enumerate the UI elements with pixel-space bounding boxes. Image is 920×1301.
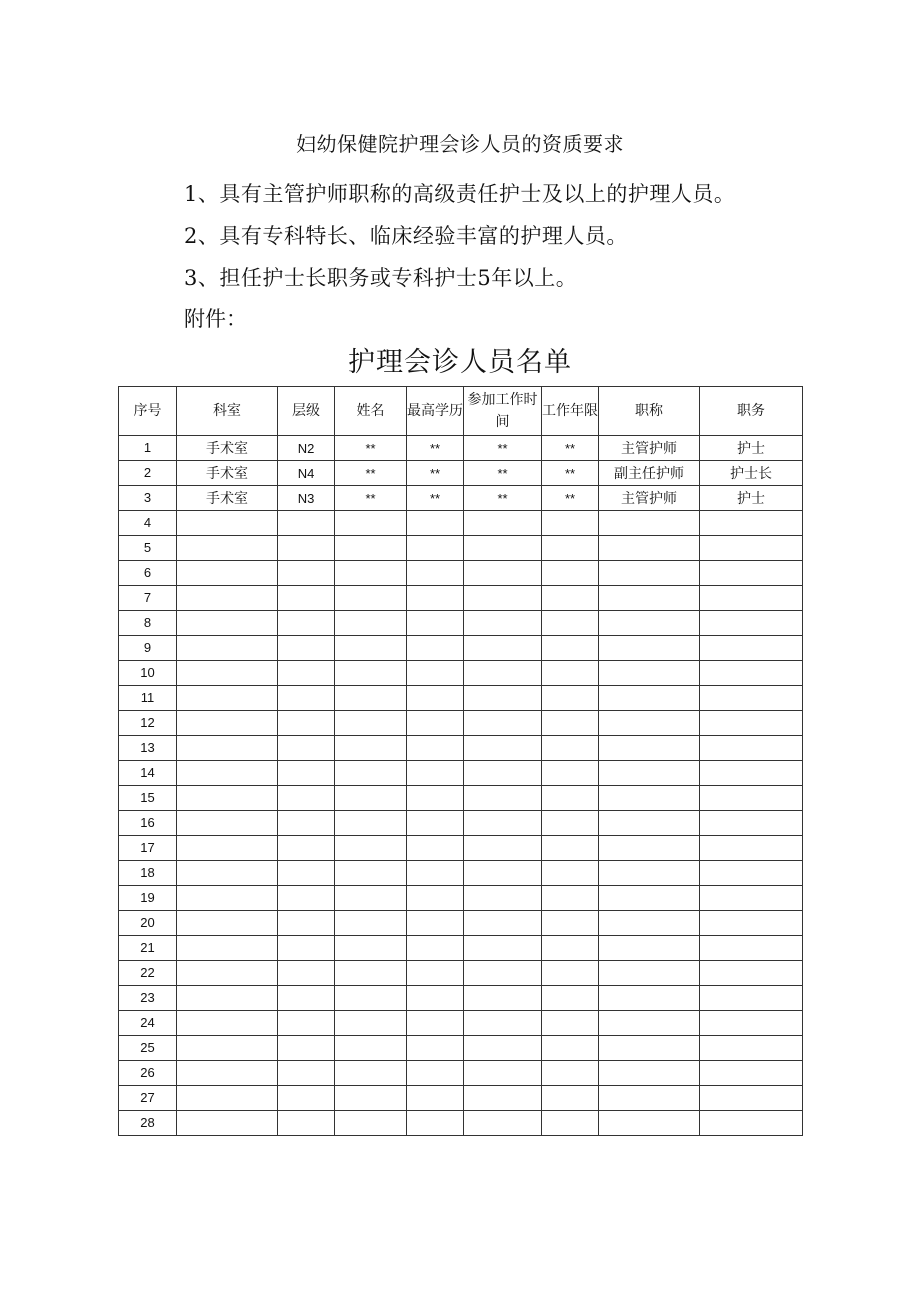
cell-start-date	[464, 1111, 542, 1136]
cell-department	[177, 686, 278, 711]
cell-name	[335, 861, 407, 886]
cell-years: **	[542, 461, 599, 486]
cell-position: 护士长	[700, 461, 803, 486]
table-row	[119, 586, 803, 611]
cell-start-date	[464, 861, 542, 886]
cell-level	[278, 561, 335, 586]
cell-years	[542, 611, 599, 636]
cell-position	[700, 886, 803, 911]
cell-name	[335, 661, 407, 686]
cell-position: 护士	[700, 486, 803, 511]
cell-level	[278, 1111, 335, 1136]
cell-start-date	[464, 636, 542, 661]
cell-level	[278, 686, 335, 711]
table-row	[119, 1061, 803, 1086]
cell-name	[335, 611, 407, 636]
cell-position	[700, 586, 803, 611]
cell-title: 主管护师	[599, 486, 700, 511]
cell-years	[542, 1111, 599, 1136]
table-row	[119, 611, 803, 636]
cell-seq: 13	[119, 736, 177, 761]
cell-seq: 7	[119, 586, 177, 611]
col-header-position: 职务	[700, 387, 803, 436]
cell-department	[177, 786, 278, 811]
col-header-department: 科室	[177, 387, 278, 436]
table-row	[119, 1111, 803, 1136]
table-row	[119, 436, 803, 461]
cell-years	[542, 561, 599, 586]
cell-start-date	[464, 611, 542, 636]
cell-education	[407, 936, 464, 961]
cell-department	[177, 711, 278, 736]
cell-start-date	[464, 836, 542, 861]
cell-department	[177, 811, 278, 836]
cell-title	[599, 986, 700, 1011]
cell-name	[335, 811, 407, 836]
table-row	[119, 711, 803, 736]
table-row	[119, 736, 803, 761]
cell-start-date	[464, 1061, 542, 1086]
cell-name	[335, 586, 407, 611]
cell-position: 护士	[700, 436, 803, 461]
cell-start-date	[464, 736, 542, 761]
cell-level: N3	[278, 486, 335, 511]
cell-title	[599, 1086, 700, 1111]
table-row	[119, 661, 803, 686]
col-header-level: 层级	[278, 387, 335, 436]
cell-seq: 2	[119, 461, 177, 486]
cell-position	[700, 986, 803, 1011]
table-row	[119, 486, 803, 511]
cell-level	[278, 661, 335, 686]
cell-department	[177, 611, 278, 636]
cell-years	[542, 1011, 599, 1036]
cell-years	[542, 1061, 599, 1086]
cell-department	[177, 1061, 278, 1086]
cell-department	[177, 561, 278, 586]
cell-start-date	[464, 511, 542, 536]
table-row	[119, 886, 803, 911]
cell-department	[177, 586, 278, 611]
cell-title	[599, 511, 700, 536]
cell-education	[407, 1111, 464, 1136]
cell-seq: 11	[119, 686, 177, 711]
requirement-2: 2、具有专科特长、临床经验丰富的护理人员。	[184, 224, 628, 248]
col-header-title: 职称	[599, 387, 700, 436]
table-row	[119, 561, 803, 586]
cell-start-date	[464, 1036, 542, 1061]
cell-title	[599, 1111, 700, 1136]
cell-seq: 26	[119, 1061, 177, 1086]
cell-education	[407, 886, 464, 911]
cell-name	[335, 911, 407, 936]
cell-education	[407, 1036, 464, 1061]
cell-position	[700, 911, 803, 936]
cell-years	[542, 736, 599, 761]
table-row	[119, 636, 803, 661]
cell-education	[407, 636, 464, 661]
cell-education	[407, 611, 464, 636]
cell-name	[335, 561, 407, 586]
cell-years	[542, 861, 599, 886]
cell-level	[278, 586, 335, 611]
table-row	[119, 1011, 803, 1036]
cell-education	[407, 761, 464, 786]
cell-department	[177, 1011, 278, 1036]
cell-seq: 20	[119, 911, 177, 936]
cell-start-date	[464, 686, 542, 711]
table-row	[119, 836, 803, 861]
cell-level	[278, 1011, 335, 1036]
cell-seq: 5	[119, 536, 177, 561]
cell-name	[335, 986, 407, 1011]
cell-start-date: **	[464, 486, 542, 511]
cell-title	[599, 861, 700, 886]
cell-department	[177, 761, 278, 786]
cell-name	[335, 1061, 407, 1086]
cell-department: 手术室	[177, 461, 278, 486]
cell-level	[278, 986, 335, 1011]
table-row	[119, 911, 803, 936]
cell-seq: 22	[119, 961, 177, 986]
cell-seq: 4	[119, 511, 177, 536]
cell-level	[278, 711, 335, 736]
cell-seq: 28	[119, 1111, 177, 1136]
cell-title	[599, 686, 700, 711]
cell-name	[335, 786, 407, 811]
col-header-seq: 序号	[119, 387, 177, 436]
cell-title	[599, 1011, 700, 1036]
cell-seq: 14	[119, 761, 177, 786]
cell-education	[407, 711, 464, 736]
cell-start-date	[464, 711, 542, 736]
cell-title	[599, 911, 700, 936]
cell-name	[335, 686, 407, 711]
cell-position	[700, 611, 803, 636]
cell-position	[700, 711, 803, 736]
cell-level	[278, 861, 335, 886]
cell-name	[335, 1111, 407, 1136]
cell-level	[278, 1036, 335, 1061]
cell-position	[700, 686, 803, 711]
cell-seq: 1	[119, 436, 177, 461]
cell-position	[700, 811, 803, 836]
cell-start-date	[464, 886, 542, 911]
cell-seq: 10	[119, 661, 177, 686]
cell-years	[542, 711, 599, 736]
cell-seq: 3	[119, 486, 177, 511]
cell-start-date	[464, 986, 542, 1011]
cell-department	[177, 636, 278, 661]
cell-position	[700, 786, 803, 811]
table-title: 护理会诊人员名单	[348, 347, 572, 378]
cell-position	[700, 1111, 803, 1136]
cell-years	[542, 936, 599, 961]
cell-department	[177, 986, 278, 1011]
cell-title	[599, 661, 700, 686]
cell-title	[599, 636, 700, 661]
cell-years	[542, 986, 599, 1011]
cell-seq: 24	[119, 1011, 177, 1036]
cell-department	[177, 736, 278, 761]
col-header-years: 工作年限	[542, 387, 599, 436]
cell-education	[407, 961, 464, 986]
col-header-education: 最高学历	[407, 387, 464, 436]
table-row	[119, 686, 803, 711]
cell-name	[335, 886, 407, 911]
cell-seq: 6	[119, 561, 177, 586]
cell-start-date	[464, 911, 542, 936]
cell-position	[700, 661, 803, 686]
cell-seq: 18	[119, 861, 177, 886]
cell-years	[542, 511, 599, 536]
cell-position	[700, 636, 803, 661]
table-row	[119, 986, 803, 1011]
cell-name	[335, 1011, 407, 1036]
cell-education	[407, 986, 464, 1011]
cell-years: **	[542, 486, 599, 511]
cell-level	[278, 836, 335, 861]
cell-education	[407, 661, 464, 686]
requirement-1: 1、具有主管护师职称的高级责任护士及以上的护理人员。	[184, 182, 736, 206]
cell-education: **	[407, 461, 464, 486]
cell-education	[407, 1061, 464, 1086]
cell-title	[599, 611, 700, 636]
cell-position	[700, 561, 803, 586]
cell-title	[599, 711, 700, 736]
cell-education	[407, 586, 464, 611]
cell-years	[542, 961, 599, 986]
cell-seq: 16	[119, 811, 177, 836]
cell-years	[542, 811, 599, 836]
document-title: 妇幼保健院护理会诊人员的资质要求	[296, 132, 624, 156]
cell-department	[177, 1086, 278, 1111]
cell-education	[407, 786, 464, 811]
cell-years	[542, 536, 599, 561]
cell-years	[542, 886, 599, 911]
cell-level	[278, 611, 335, 636]
cell-title	[599, 1036, 700, 1061]
cell-position	[700, 961, 803, 986]
cell-title	[599, 886, 700, 911]
header-row	[119, 387, 803, 436]
cell-department	[177, 1111, 278, 1136]
cell-education	[407, 1086, 464, 1111]
cell-level	[278, 536, 335, 561]
cell-department	[177, 886, 278, 911]
table-row	[119, 1036, 803, 1061]
cell-start-date	[464, 786, 542, 811]
cell-seq: 19	[119, 886, 177, 911]
cell-years	[542, 836, 599, 861]
cell-years	[542, 686, 599, 711]
cell-level	[278, 1086, 335, 1111]
cell-education: **	[407, 486, 464, 511]
cell-name: **	[335, 436, 407, 461]
cell-seq: 12	[119, 711, 177, 736]
cell-start-date	[464, 761, 542, 786]
cell-name	[335, 961, 407, 986]
cell-seq: 15	[119, 786, 177, 811]
cell-department	[177, 936, 278, 961]
cell-level	[278, 736, 335, 761]
cell-title	[599, 561, 700, 586]
cell-position	[700, 836, 803, 861]
cell-position	[700, 1011, 803, 1036]
cell-years	[542, 786, 599, 811]
cell-education	[407, 736, 464, 761]
cell-name	[335, 1086, 407, 1111]
table-row	[119, 1086, 803, 1111]
cell-seq: 25	[119, 1036, 177, 1061]
consultation-roster-table	[118, 386, 803, 1136]
cell-name	[335, 761, 407, 786]
table-row	[119, 961, 803, 986]
cell-position	[700, 536, 803, 561]
cell-title	[599, 936, 700, 961]
cell-start-date: **	[464, 461, 542, 486]
cell-name	[335, 711, 407, 736]
cell-name: **	[335, 486, 407, 511]
cell-education	[407, 1011, 464, 1036]
cell-department	[177, 1036, 278, 1061]
cell-position	[700, 1086, 803, 1111]
table-row	[119, 536, 803, 561]
cell-seq: 27	[119, 1086, 177, 1111]
cell-department	[177, 536, 278, 561]
cell-years: **	[542, 436, 599, 461]
cell-position	[700, 936, 803, 961]
cell-name	[335, 1036, 407, 1061]
table-row	[119, 511, 803, 536]
table-row	[119, 811, 803, 836]
cell-name	[335, 636, 407, 661]
table-row	[119, 936, 803, 961]
col-header-name: 姓名	[335, 387, 407, 436]
cell-name	[335, 536, 407, 561]
cell-name	[335, 936, 407, 961]
cell-education	[407, 911, 464, 936]
cell-title	[599, 836, 700, 861]
cell-title	[599, 1061, 700, 1086]
cell-education	[407, 511, 464, 536]
col-header-start-date: 参加工作时间	[464, 387, 542, 436]
cell-seq: 23	[119, 986, 177, 1011]
cell-start-date	[464, 936, 542, 961]
cell-name: **	[335, 461, 407, 486]
cell-position	[700, 1036, 803, 1061]
cell-department	[177, 511, 278, 536]
cell-years	[542, 1086, 599, 1111]
cell-level	[278, 811, 335, 836]
cell-title	[599, 586, 700, 611]
cell-education	[407, 561, 464, 586]
cell-years	[542, 586, 599, 611]
cell-name	[335, 511, 407, 536]
cell-level: N4	[278, 461, 335, 486]
table-row	[119, 761, 803, 786]
cell-level	[278, 1061, 335, 1086]
cell-department	[177, 661, 278, 686]
cell-start-date	[464, 586, 542, 611]
cell-years	[542, 761, 599, 786]
cell-start-date	[464, 661, 542, 686]
cell-position	[700, 511, 803, 536]
cell-level	[278, 636, 335, 661]
cell-years	[542, 636, 599, 661]
cell-start-date	[464, 1086, 542, 1111]
cell-education	[407, 811, 464, 836]
cell-title	[599, 961, 700, 986]
cell-department: 手术室	[177, 486, 278, 511]
cell-level	[278, 936, 335, 961]
cell-level	[278, 511, 335, 536]
cell-start-date	[464, 1011, 542, 1036]
cell-years	[542, 1036, 599, 1061]
cell-start-date	[464, 811, 542, 836]
cell-department	[177, 961, 278, 986]
table-row	[119, 861, 803, 886]
cell-level	[278, 786, 335, 811]
cell-level	[278, 911, 335, 936]
cell-title: 主管护师	[599, 436, 700, 461]
cell-title: 副主任护师	[599, 461, 700, 486]
cell-title	[599, 786, 700, 811]
cell-position	[700, 761, 803, 786]
cell-seq: 9	[119, 636, 177, 661]
requirement-3: 3、担任护士长职务或专科护士5年以上。	[184, 266, 578, 290]
cell-level: N2	[278, 436, 335, 461]
cell-title	[599, 536, 700, 561]
cell-education: **	[407, 436, 464, 461]
cell-department	[177, 861, 278, 886]
cell-position	[700, 1061, 803, 1086]
cell-title	[599, 736, 700, 761]
cell-position	[700, 736, 803, 761]
cell-department	[177, 911, 278, 936]
cell-start-date	[464, 961, 542, 986]
cell-position	[700, 861, 803, 886]
cell-education	[407, 861, 464, 886]
cell-name	[335, 736, 407, 761]
cell-title	[599, 761, 700, 786]
attachment-label: 附件：	[184, 307, 247, 331]
cell-seq: 21	[119, 936, 177, 961]
cell-education	[407, 536, 464, 561]
cell-years	[542, 911, 599, 936]
cell-level	[278, 761, 335, 786]
cell-start-date	[464, 561, 542, 586]
cell-level	[278, 961, 335, 986]
cell-education	[407, 836, 464, 861]
table-row	[119, 786, 803, 811]
cell-years	[542, 661, 599, 686]
table-row	[119, 461, 803, 486]
cell-department: 手术室	[177, 436, 278, 461]
cell-start-date: **	[464, 436, 542, 461]
cell-seq: 17	[119, 836, 177, 861]
cell-title	[599, 811, 700, 836]
cell-level	[278, 886, 335, 911]
cell-start-date	[464, 536, 542, 561]
cell-name	[335, 836, 407, 861]
cell-education	[407, 686, 464, 711]
cell-department	[177, 836, 278, 861]
cell-seq: 8	[119, 611, 177, 636]
